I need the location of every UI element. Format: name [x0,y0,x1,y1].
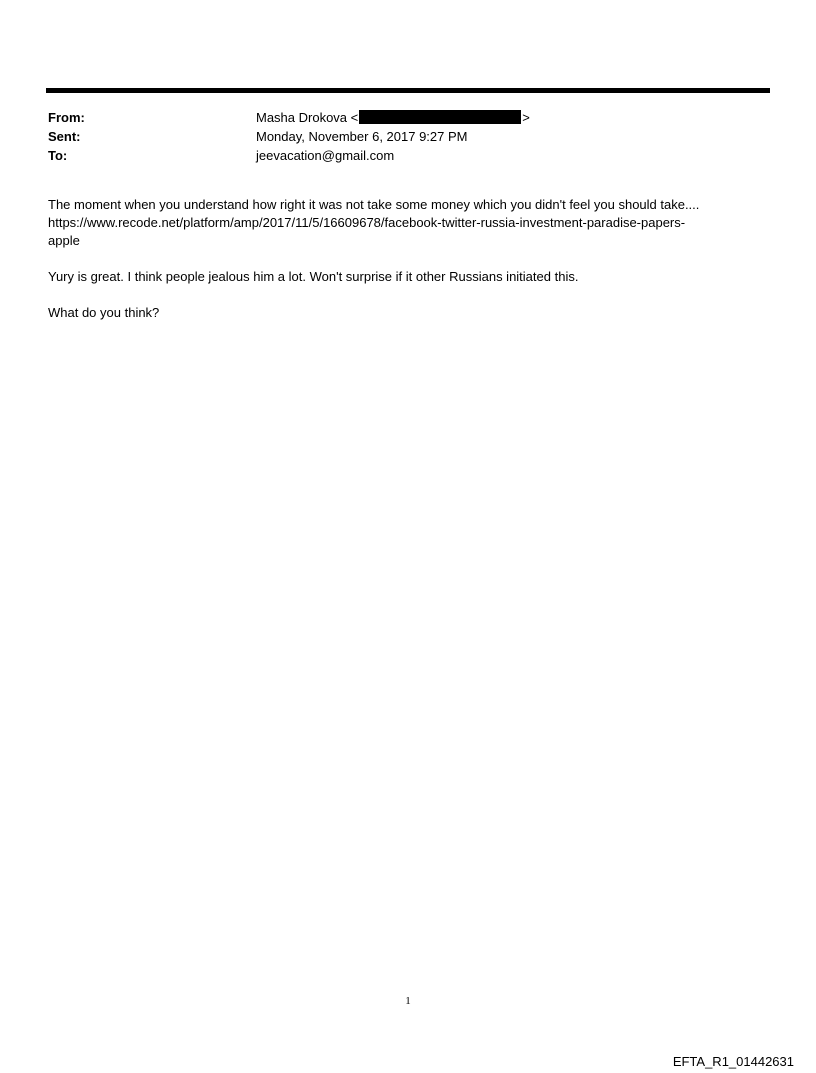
to-value: jeevacation@gmail.com [256,148,395,163]
document-id: EFTA_R1_01442631 [672,1054,794,1069]
from-row [48,108,768,127]
sent-label: Sent: [48,129,81,144]
email-header [48,108,768,165]
to-row [48,146,768,165]
page-number: 1 [405,995,411,1007]
sent-row [48,127,768,146]
sent-value: Monday, November 6, 2017 9:27 PM [256,129,468,144]
body-paragraph: Yury is great. I think people jealous him a lot. Won't surprise if it other Russians initiated this. [48,269,579,284]
body-paragraph: The moment when you understand how right it was not take some money which you didn't feel you should take.... https://www.recode.net/platform/amp/2017/11/5/16609678/facebook-twitter-russia-investment-paradise-papers- apple [48,197,700,248]
from-label: From: [48,110,85,125]
to-label: To: [48,148,68,163]
body-paragraph: What do you think? [48,305,160,320]
sender-close-bracket: > [522,110,530,125]
from-value [256,108,530,127]
redacted-email [359,110,521,124]
sender-name: Masha Drokova < [256,110,359,125]
email-body [48,196,758,340]
header-divider [46,88,770,93]
